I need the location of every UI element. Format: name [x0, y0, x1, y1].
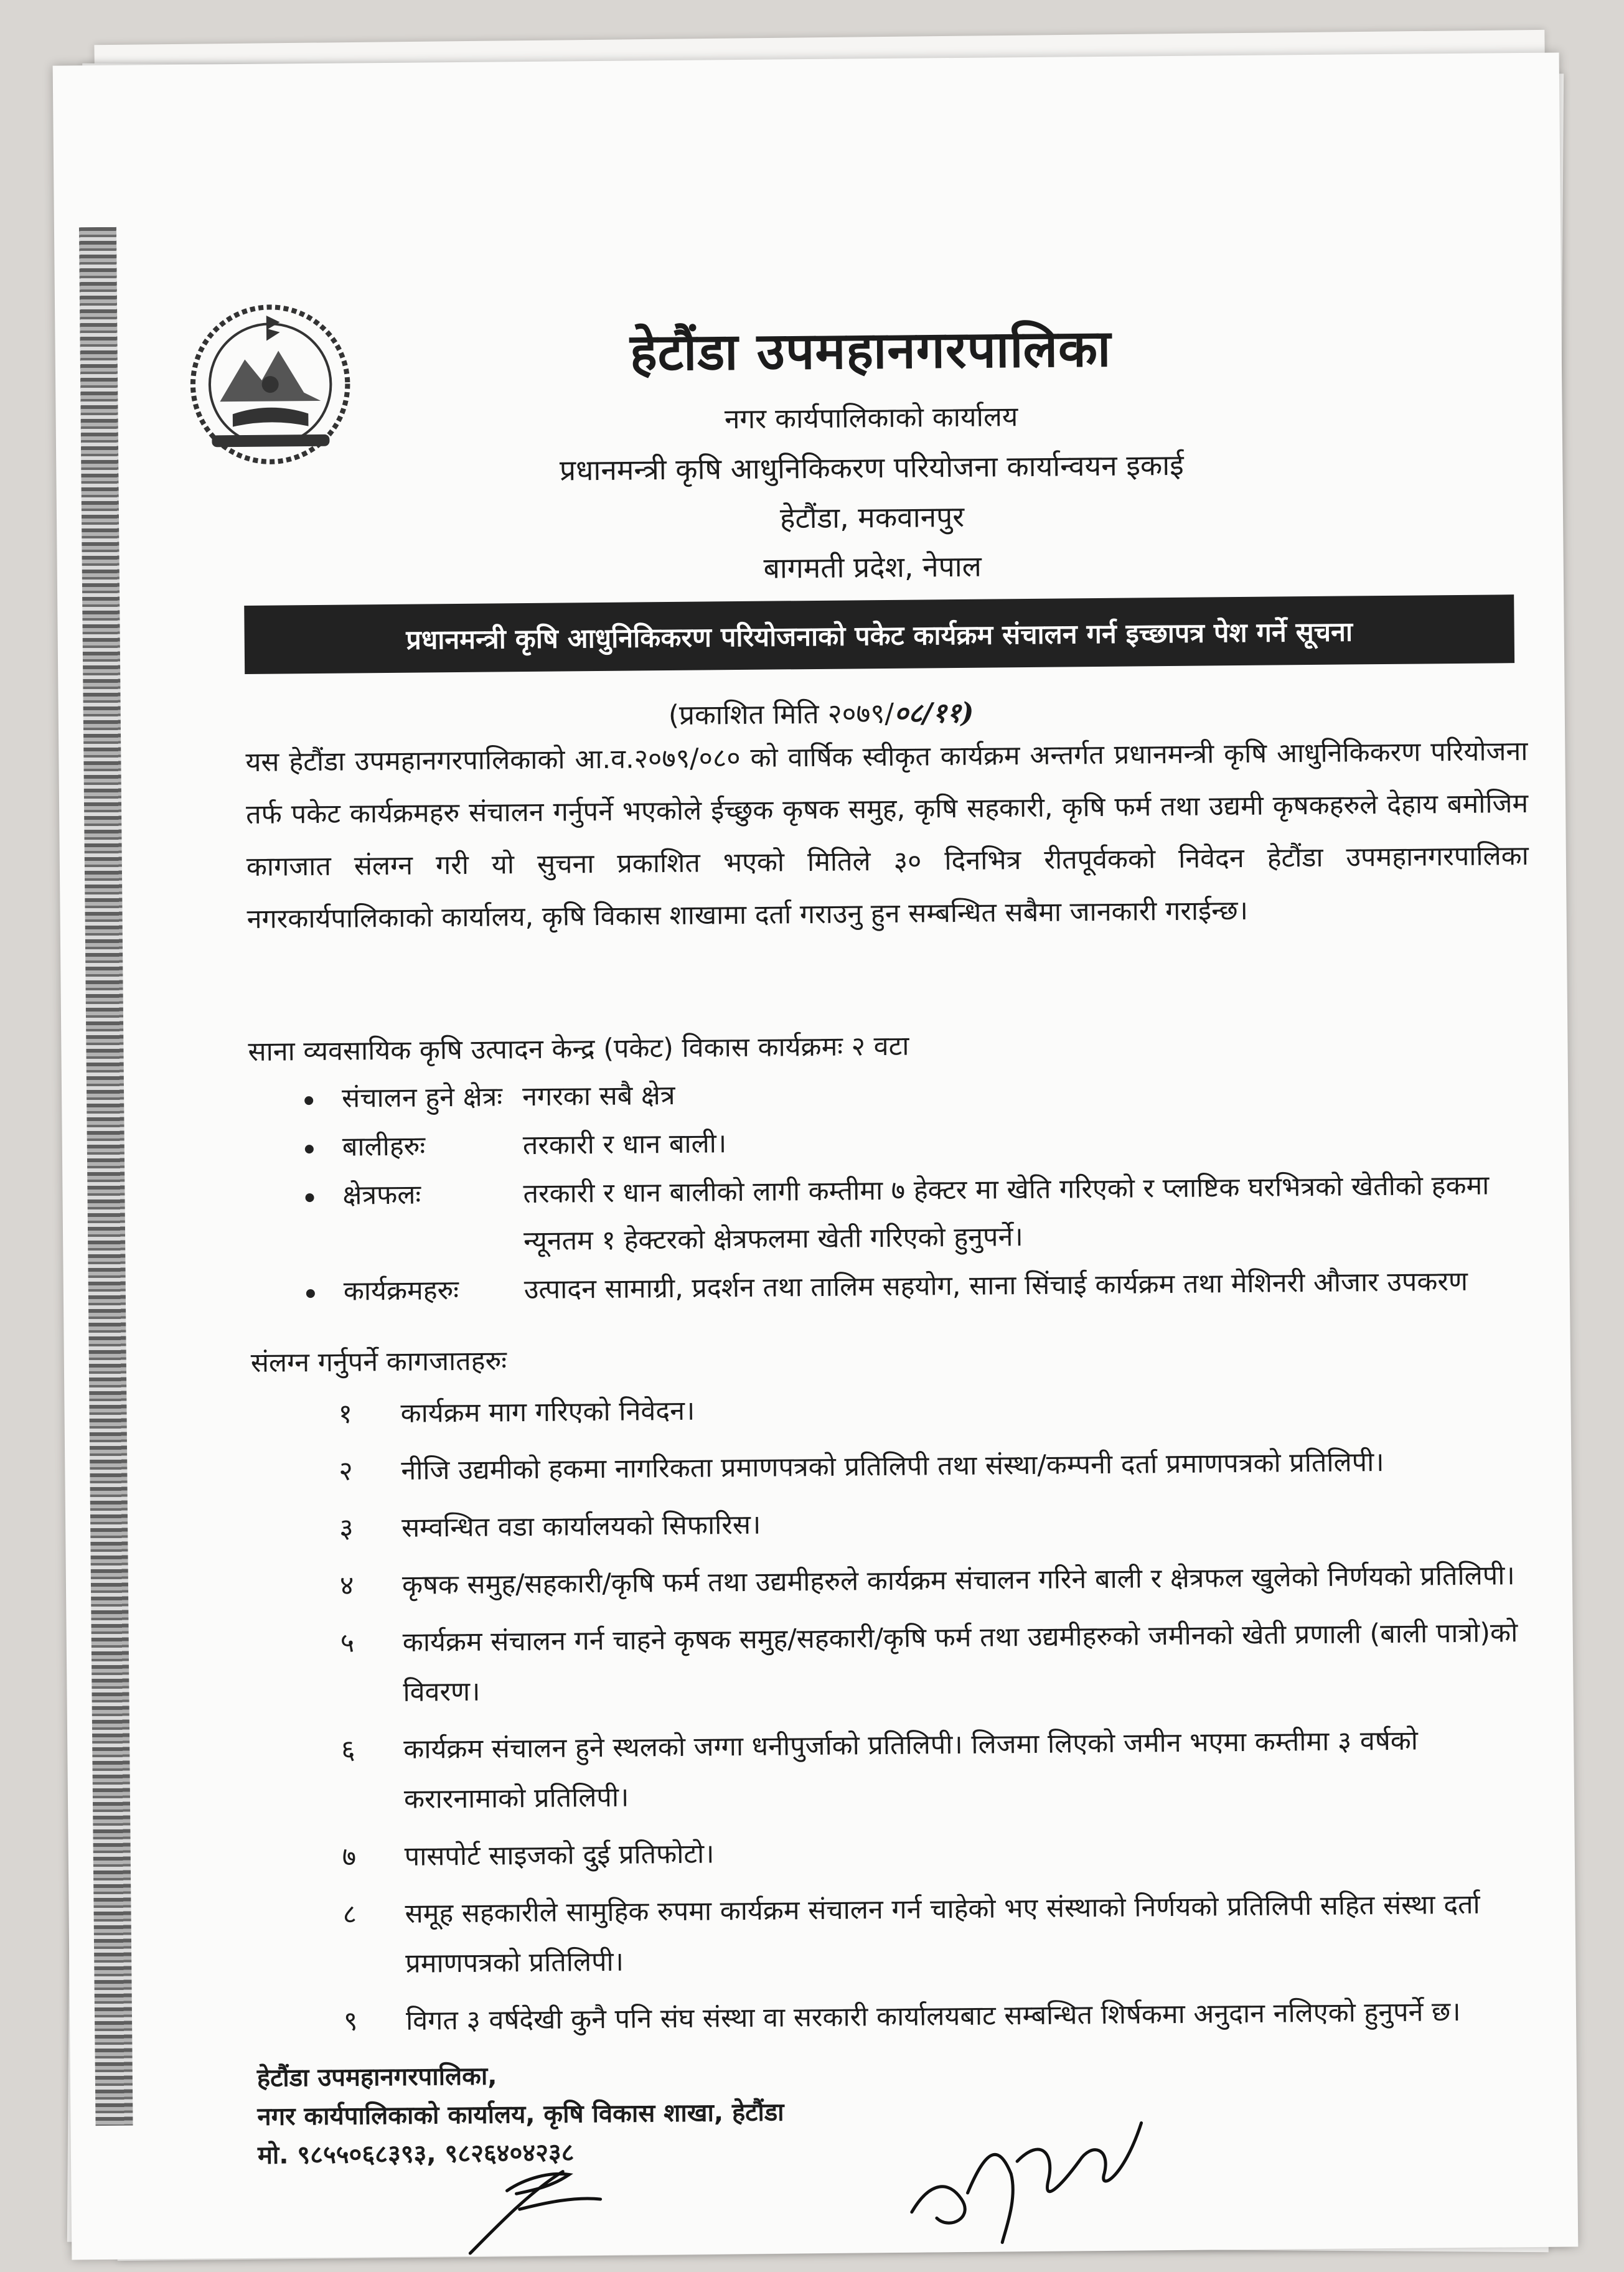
location: हेटौंडा, मकवानपुर — [779, 499, 965, 535]
bullet-value: उत्पादन सामाग्री, प्रदर्शन तथा तालिम सहयोग, साना सिंचाई कार्यक्रम तथा मेशिनरी औजार उपकरण — [523, 1265, 1468, 1306]
bullet-item — [304, 1064, 1531, 1122]
list-item — [344, 1986, 1546, 2047]
unit-name: प्रधानमन्त्री कृषि आधुनिकिकरण परियोजना कार्यान्वयन इकाई — [559, 448, 1184, 487]
list-item — [340, 1608, 1542, 1718]
item-number: २ — [339, 1455, 353, 1487]
municipality-title: हेटौंडा उपमहानगरपालिका — [629, 319, 1112, 383]
list-item — [342, 1879, 1544, 1989]
documents-list — [338, 1379, 1545, 2054]
item-number: ७ — [342, 1841, 357, 1873]
list-item — [340, 1551, 1542, 1611]
notice-page — [53, 53, 1579, 2260]
bullet-value: तरकारी र धान बाली। — [522, 1128, 727, 1162]
item-number: ८ — [342, 1899, 357, 1930]
list-item — [342, 1822, 1544, 1882]
documents-title: संलग्न गर्नुपर्ने कागजातहरुः — [250, 1345, 507, 1379]
item-text: कृषक समुह/सहकारी/कृषि फर्म तथा उद्यमीहरुले कार्यक्रम संचालन गरिने बाली र क्षेत्रफल खुलेको निर्णयको प्रतिलिपी। — [401, 1560, 1515, 1601]
bullet-label: बालीहरुः — [342, 1130, 426, 1163]
item-text: कार्यक्रम माग गरिएको निवेदन। — [400, 1395, 695, 1429]
footer-line: हेटौंडा उपमहानगरपालिका, — [256, 2062, 497, 2093]
footer-line: नगर कार्यपालिकाको कार्यालय, कृषि विकास शाखा, हेटौंडा — [257, 2098, 784, 2131]
program-bullets — [304, 1064, 1532, 1317]
bullet-value: तरकारी र धान बालीको लागी कम्तीमा ७ हेक्टर मा खेति गरिएको र प्लाष्टिक घरभित्रको खेतीको हकमा न्यूनतम १ हेक्टरको क्षेत्रफलमा खेती गरिएको हुनुपर्ने। — [523, 1170, 1490, 1257]
bullet-label: संचालन हुने क्षेत्रः — [341, 1081, 503, 1114]
item-number: ९ — [343, 2006, 358, 2037]
bullet-item — [306, 1257, 1533, 1315]
list-item — [339, 1493, 1541, 1554]
item-number: १ — [338, 1398, 353, 1430]
item-text: पासपोर्ट साइजको दुई प्रतिफोटो। — [404, 1838, 715, 1872]
item-text: विगत ३ वर्षदेखी कुनै पनि संघ संस्था वा सरकारी कार्यालयबाट सम्बन्धित शिर्षकमा अनुदान नलिएको हुनुपर्ने छ। — [405, 1996, 1461, 2037]
item-text: कार्यक्रम संचालन गर्न चाहने कृषक समुह/सहकारी/कृषि फर्म तथा उद्यमीहरुको जमीनको खेती प्रणाली (बाली पात्रो)को विवरण। — [402, 1617, 1518, 1708]
bullet-value: नगरका सबै क्षेत्र — [522, 1079, 675, 1113]
bullet-label: कार्यक्रमहरुः — [343, 1275, 459, 1307]
published-date-prefix: (प्रकाशित मिति २०७९/ — [668, 697, 894, 732]
notice-banner: प्रधानमन्त्री कृषि आधुनिकिकरण परियोजनाको पकेट कार्यक्रम संचालन गर्न इच्छापत्र पेश गर्ने सूचना — [244, 594, 1514, 674]
published-date-handwritten: ०८/११) — [893, 697, 974, 730]
published-date — [669, 693, 974, 733]
list-item — [341, 1715, 1543, 1825]
item-number: ५ — [340, 1627, 355, 1659]
bullet-item — [305, 1162, 1532, 1267]
item-number: ३ — [339, 1513, 354, 1544]
item-text: सम्वन्धित वडा कार्यालयको सिफारिस। — [401, 1509, 761, 1544]
item-number: ६ — [341, 1734, 355, 1766]
bullet-item — [305, 1113, 1532, 1171]
list-item — [338, 1379, 1540, 1439]
province: बागमती प्रदेश, नेपाल — [763, 549, 982, 585]
program-line: साना व्यवसायिक कृषि उत्पादन केन्द्र (पकेट) विकास कार्यक्रमः २ वटा — [248, 1030, 909, 1068]
footer-phone: मो. ९८५५०६८३९३, ९८२६४०४२३८ — [257, 2138, 575, 2170]
signature — [457, 2152, 632, 2266]
bullet-label: क्षेत्रफलः — [342, 1179, 421, 1211]
intro-paragraph: यस हेटौंडा उपमहानगरपालिकाको आ.व.२०७९/०८० को वार्षिक स्वीकृत कार्यक्रम अन्तर्गत प्रधानमन्त्री कृषि आधुनिकिकरण परियोजना तर्फ पकेट कार्यक्रमहरु संचालन गर्नुपर्ने भएकोले ईच्छुक कृषक समुह, कृषि सहकारी, कृषि फर्म तथा उद्यमी कृषकहरुले देहाय बमोजिम कागजात संलग्न गरी यो सुचना प्रकाशित भएको मितिले ३० दिनभित्र रीतपूर्वकको निवेदन हेटौंडा उपमहानगरपालिका नगरकार्यपालिकाको कार्यालय, कृषि विकास शाखामा दर्ता गराउनु हुन सम्बन्धित सबैमा जानकारी गराईन्छ। — [245, 735, 1529, 935]
list-item — [339, 1436, 1541, 1496]
item-text: कार्यक्रम संचालन हुने स्थलको जग्गा धनीपुर्जाको प्रतिलिपी। लिजमा लिएको जमीन भएमा कम्तीमा ३ वर्षको करारनामाको प्रतिलिपी। — [403, 1725, 1419, 1815]
item-text: समूह सहकारीले सामुहिक रुपमा कार्यक्रम संचालन गर्न चाहेको भए संस्थाको निर्णयको प्रतिलिपी सहित संस्था दर्ता प्रमाणपत्रको प्रतिलिपी। — [405, 1889, 1480, 1979]
signature — [892, 2085, 1167, 2262]
office-name: नगर कार्यपालिकाको कार्यालय — [724, 401, 1018, 436]
item-number: ४ — [339, 1570, 354, 1602]
item-text: नीजि उद्यमीको हकमा नागरिकता प्रमाणपत्रको प्रतिलिपी तथा संस्था/कम्पनी दर्ता प्रमाणपत्रको प्रतिलिपी। — [401, 1447, 1384, 1486]
